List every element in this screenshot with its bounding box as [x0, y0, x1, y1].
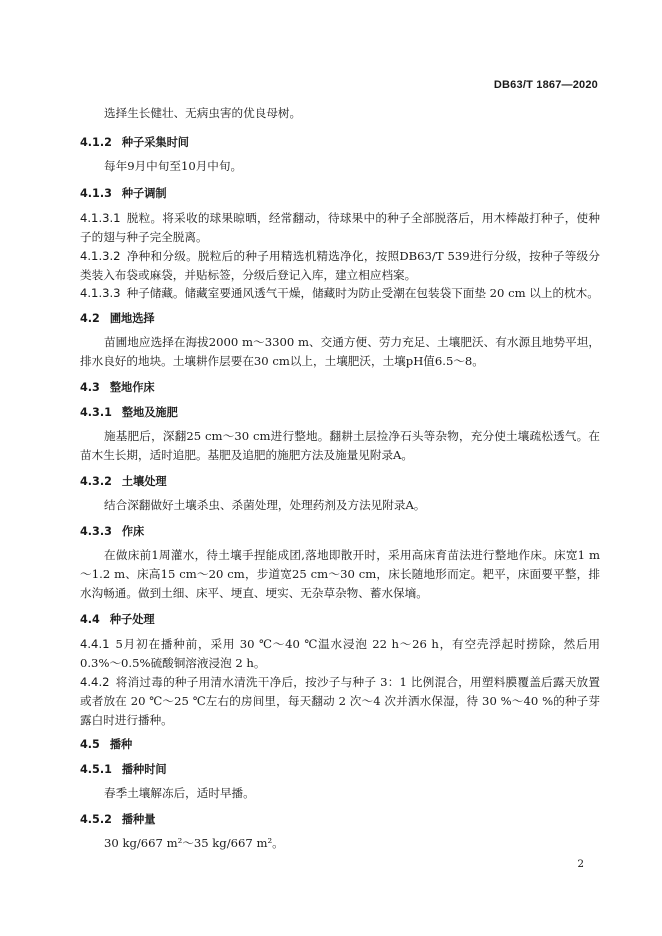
heading-4-3-2	[80, 472, 600, 491]
clause-text: 脱粒。将采收的球果晾晒，经常翻动，待球果中的种子全部脱落后，用木棒敲打种子，使种子的翅与种子完全脱离。	[80, 211, 600, 244]
section-title: 作床	[121, 525, 145, 538]
clause-text: 净种和分级。脱粒后的种子用精选机精选净化，按照DB63/T 539进行分级，按种子等级分类装入布袋或麻袋，并贴标签，分级后登记入库，建立相应档案。	[80, 249, 600, 282]
clause-number: 4.4.2	[80, 675, 110, 689]
paragraph-sowing-time: 春季土壤解冻后，适时早播。	[104, 786, 255, 800]
heading-4-3-3	[80, 522, 600, 541]
section-number: 4.3.1	[80, 406, 112, 419]
paragraph-soil-treatment: 结合深翻做好土壤杀虫、杀菌处理，处理药剂及方法见附录A。	[104, 498, 426, 512]
clause-text: 将消过毒的种子用清水清洗干净后，按沙子与种子 3：1 比例混合，用塑料膜覆盖后露天放置或者放在 20 ℃～25 ℃左右的房间里，每天翻动 2 次～4 次并洒水保湿，待 30 %～40 %的种子芽露白时进行播种。	[80, 675, 600, 727]
section-number: 4.3	[80, 381, 100, 394]
clause-text: 种子储藏。储藏室要通风透气干燥，储藏时为防止受潮在包装袋下面垫 20 cm 以上的枕木。	[126, 286, 599, 300]
section-title: 圃地选择	[109, 312, 155, 325]
section-title: 整地及施肥	[121, 406, 178, 419]
section-title: 播种时间	[121, 763, 167, 776]
paragraph-collection-time: 每年9月中旬至10月中旬。	[104, 159, 243, 173]
clause-text: 5月初在播种前，采用 30 ℃～40 ℃温水浸泡 22 h～26 h，有空壳浮起时捞除，然后用 0.3%～0.5%硫酸铜溶液浸泡 2 h。	[80, 637, 600, 670]
document-code-header: DB63/T 1867—2020	[493, 79, 598, 91]
section-title: 土壤处理	[121, 475, 167, 488]
section-number: 4.5	[80, 738, 100, 751]
paragraph-4-4-2	[80, 673, 600, 730]
section-title: 种子处理	[109, 613, 155, 626]
clause-number: 4.1.3.3	[80, 286, 121, 300]
paragraph-4-1-3-2	[80, 247, 600, 285]
heading-4-2	[80, 309, 600, 328]
paragraph-4-1-3-1	[80, 209, 600, 247]
clause-number: 4.1.3.1	[80, 211, 121, 225]
paragraph-4-1-3-3	[80, 284, 600, 303]
paragraph-nursery-site: 苗圃地应选择在海拔2000 m～3300 m、交通方便、劳力充足、土壤肥沃、有水源且地势平坦，排水良好的地块。土壤耕作层要在30 cm以上，土壤肥沃，土壤pH值6.5～8。	[80, 335, 600, 368]
clause-number: 4.4.1	[80, 637, 110, 651]
section-title: 种子采集时间	[121, 136, 189, 149]
section-title: 播种量	[121, 813, 156, 826]
section-number: 4.2	[80, 312, 100, 325]
section-number: 4.1.2	[80, 136, 112, 149]
heading-4-3	[80, 378, 600, 397]
paragraph-bed-making: 在做床前1周灌水，待土壤手捏能成团,落地即散开时，采用高床育苗法进行整地作床。床宽1 m～1.2 m、床高15 cm～20 cm，步道宽25 cm～30 cm，床长随地形而定。耙平，床面要平整，排水沟畅通。做到土细、床平、埂直、埂实、无杂草杂物、蓄水保墒。	[80, 548, 600, 600]
section-title: 种子调制	[121, 187, 167, 200]
heading-4-1-2	[80, 133, 600, 152]
section-number: 4.5.2	[80, 813, 112, 826]
section-title: 整地作床	[109, 381, 155, 394]
section-number: 4.3.2	[80, 475, 112, 488]
heading-4-5-1	[80, 760, 600, 779]
section-number: 4.3.3	[80, 525, 112, 538]
heading-4-5-2	[80, 810, 600, 829]
paragraph-4-4-1	[80, 635, 600, 673]
heading-4-5	[80, 735, 600, 754]
section-number: 4.4	[80, 613, 100, 626]
paragraph-soil-prep: 施基肥后，深翻25 cm～30 cm进行整地。翻耕土层捡净石头等杂物，充分使土壤疏松透气。在苗木生长期，适时追肥。基肥及追肥的施肥方法及施量见附录A。	[80, 429, 600, 462]
heading-4-4	[80, 610, 600, 629]
paragraph-sowing-rate: 30 kg/667 m²～35 kg/667 m²。	[104, 836, 284, 850]
clause-number: 4.1.3.2	[80, 249, 121, 263]
section-number: 4.1.3	[80, 187, 112, 200]
paragraph-mother-tree: 选择生长健壮、无病虫害的优良母树。	[104, 106, 302, 120]
section-title: 播种	[109, 738, 133, 751]
section-number: 4.5.1	[80, 763, 112, 776]
page-number: 2	[577, 858, 584, 870]
heading-4-3-1	[80, 403, 600, 422]
heading-4-1-3	[80, 184, 600, 203]
